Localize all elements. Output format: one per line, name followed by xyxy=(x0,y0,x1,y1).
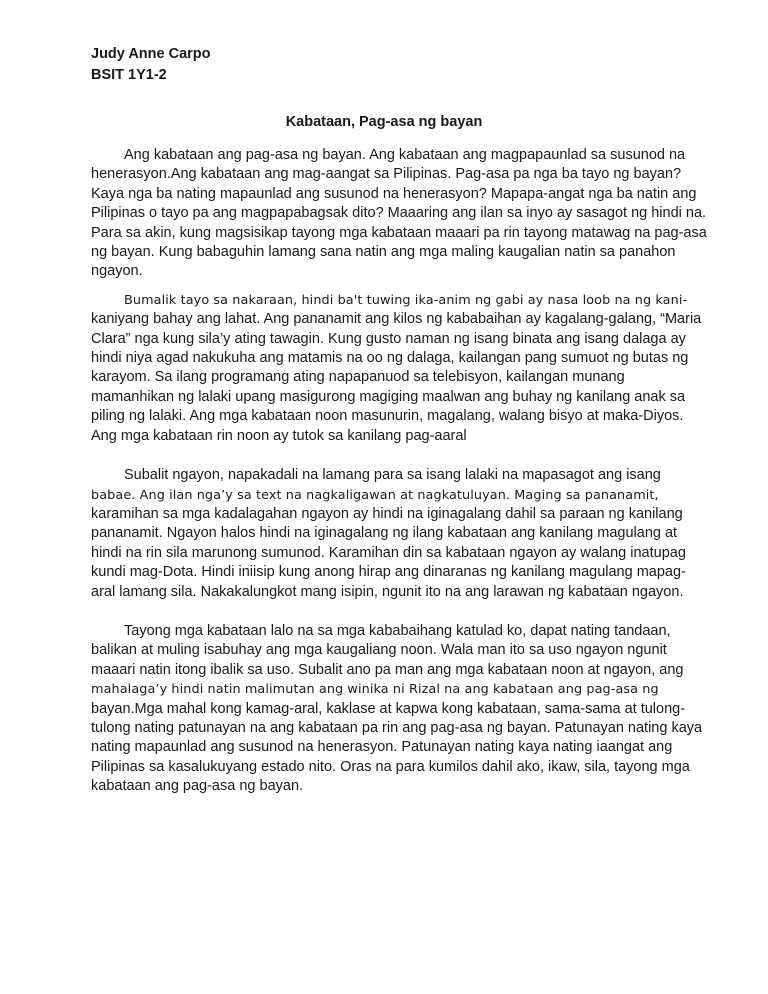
paragraph-line: tulong nating patunayan na ang kabataan pa rin ang pag-asa ng bayan. Patunayan nating kaya xyxy=(91,719,703,736)
paragraph-line: ng bayan. Kung babaguhin lamang sana natin ang mga maling kaugalian natin sa panahon xyxy=(91,244,676,261)
author-block xyxy=(91,44,211,86)
paragraph-line: Pilipinas sa kasalukuyang estado nito. Oras na para kumilos dahil ako, ikaw, sila, tayong mga xyxy=(91,758,690,775)
paragraph-line: mahalaga’y hindi natin malimutan ang winika ni Rizal na ang kabataan ang pag-asa ng xyxy=(91,682,659,698)
paragraph-line: karamihan sa mga kadalagahan ngayon ay hindi na iginagalang dahil sa paraan ng kanilang xyxy=(91,505,683,522)
paragraph-line: Pilipinas o tayo pa ang magpapabagsak dito? Maaaring ang ilan sa inyo ay sasagot ng hindi na. xyxy=(91,205,707,222)
paragraph-line: Kaya nga ba nating mapaunlad ang susunod na henerasyon? Mapapa-angat nga ba natin ang xyxy=(91,185,697,202)
paragraph-line: kundi mag-Dota. Hindi iniisip kung anong hirap ang dinaranas ng kanilang magulang mapag- xyxy=(91,564,686,581)
paragraph-line: nating mapaunlad ang susunod na henerasyon. Patunayan nating kaya nating iaangat ang xyxy=(91,739,673,756)
paragraph-line: maaari natin itong ibalik sa uso. Subalit ano pa man ang mga kabataan noon at ngayon, ang xyxy=(91,661,684,678)
paragraph-line: bayan.Mga mahal kong kamag-aral, kaklase at kapwa kong kabataan, sama-sama at tulong- xyxy=(91,700,686,717)
paragraph-1 xyxy=(91,146,707,282)
author-name: Judy Anne Carpo xyxy=(91,46,211,62)
paragraph-line: karayom. Sa ilang programang ating napapanuod sa telebisyon, kailangan munang xyxy=(91,369,625,386)
paragraph-line: ngayon. xyxy=(91,263,143,280)
paragraph-line: pananamit. Ngayon halos hindi na iginagalang ng ilang kabataan ang kanilang magulang at xyxy=(91,525,678,542)
paragraph-line: henerasyon.Ang kabataan ang mag-aangat sa Pilipinas. Pag-asa pa nga ba tayo ng bayan? xyxy=(91,166,682,183)
paragraph-line: balikan at muling isabuhay ang mga kaugaliang noon. Wala man ito sa uso ngayon ngunit xyxy=(91,642,667,659)
paragraph-line: Ang mga kabataan rin noon ay tutok sa kanilang pag-aaral xyxy=(91,427,467,444)
author-section: BSIT 1Y1-2 xyxy=(91,67,167,83)
paragraph-line: Bumalik tayo sa nakaraan, hindi ba't tuwing ika-anim ng gabi ay nasa loob na ng kani- xyxy=(124,292,688,308)
paragraph-line: Ang kabataan ang pag-asa ng bayan. Ang kabataan ang magpapaunlad sa susunod na xyxy=(124,147,686,163)
paragraph-4 xyxy=(91,622,703,797)
paragraph-line: kaniyang bahay ang lahat. Ang pananamit ang kilos ng kababaihan ay kagalang-galang, “Maria xyxy=(91,311,702,328)
paragraph-line: Subalit ngayon, napakadali na lamang para sa isang lalaki na mapasagot ang isang xyxy=(124,467,661,484)
paragraph-line: kabataan ang pag-asa ng bayan. xyxy=(91,778,304,795)
paragraph-3 xyxy=(91,466,691,602)
paragraph-2 xyxy=(91,291,702,446)
paragraph-line: Tayong mga kabataan lalo na sa mga kababaihang katulad ko, dapat nating tandaan, xyxy=(124,622,671,639)
paragraph-line: mamanhikan ng lalaki upang masigurong magiging maalwan ang buhay ng kanilang anak sa xyxy=(91,388,686,405)
essay-body xyxy=(91,146,707,797)
paragraph-line: piling ng lalaki. Ang mga kabataan noon masunurin, magalang, walang bisyo at maka-Diyos. xyxy=(91,408,684,425)
paragraph-line: hindi niya agad nakukuha ang matamis na oo ng dalaga, kailangan pang sumuot ng butas ng xyxy=(91,350,689,367)
paragraph-line: Para sa akin, kung magsisikap tayong mga kabataan maaari pa rin tayong matawag na pag-asa xyxy=(91,224,707,241)
paragraph-line: aral lamang sila. Nakakalungkot mang isipin, ngunit ito na ang larawan ng kabataan ngayon. xyxy=(91,583,684,600)
essay-title: Kabataan, Pag-asa ng bayan xyxy=(285,114,483,130)
paragraph-line: babae. Ang ilan nga’y sa text na nagkaligawan at nagkatuluyan. Maging sa pananamit, xyxy=(91,487,659,503)
paragraph-line: hindi na rin sila marunong sumunod. Karamihan din sa kabataan ngayon ay walang inatupag xyxy=(91,544,686,561)
paragraph-line: Clara” nga kung sila’y ating tawagin. Kung gusto naman ng isang binata ang isang dalaga ay xyxy=(91,330,686,347)
